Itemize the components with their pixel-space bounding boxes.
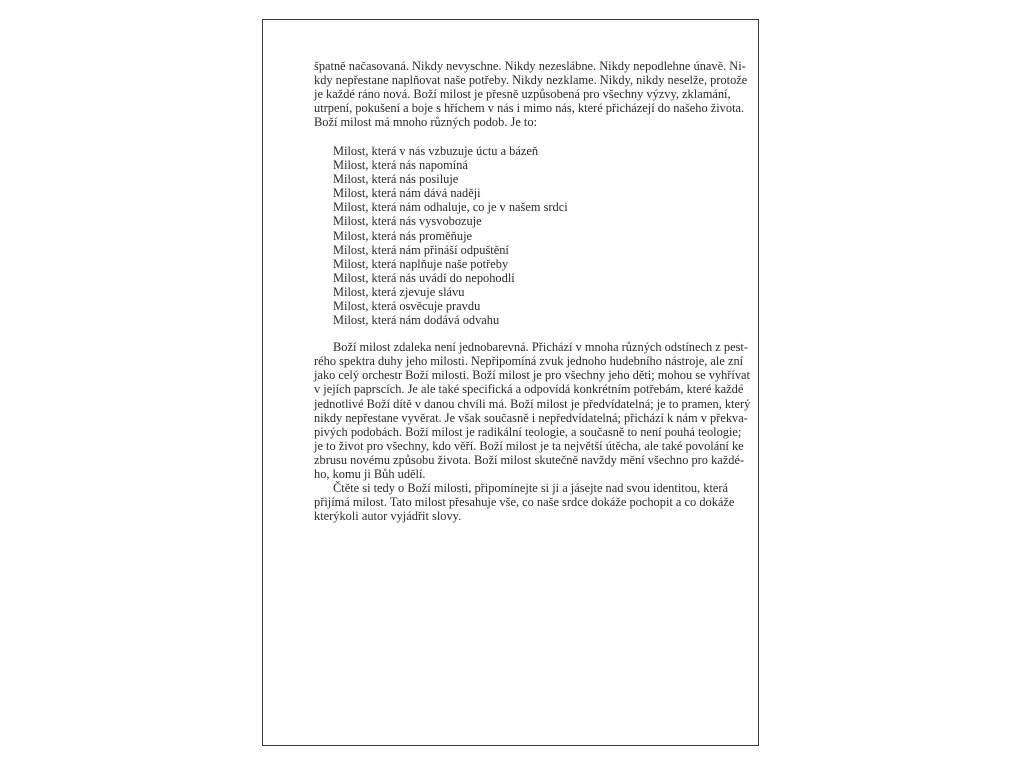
intro-paragraph [314,59,748,130]
list-item: Milost, která nám odhaluje, co je v našem srdci [333,200,568,215]
intro-line: kdy nepřestane naplňovat naše potřeby. Nikdy nezklame. Nikdy, nikdy neselže, protože [314,73,748,88]
paragraph-3 [314,481,735,524]
intro-line: Boží milost má mnoho různých podob. Je to: [314,115,538,130]
list-item: Milost, která nás vysvobozuje [333,214,482,229]
paragraph-line: pivých podobách. Boží milost je radikální teologie, a současně to není pouhá teologie; [314,424,742,439]
intro-line: je každé ráno nová. Boží milost je přesně uzpůsobená pro všechny výzvy, zklamání, [314,87,731,102]
list-item: Milost, která osvěcuje pravdu [333,299,481,313]
paragraph-line: Boží milost zdaleka není jednobarevná. Přichází v mnoha různých odstínech z pest- [333,340,748,355]
paragraph-line: nikdy nepřestane vyvěrat. Je však současně i nepředvídatelná; přichází k nám v překva- [314,410,748,425]
paragraph-line: v jejích paprscích. Je ale také specifická a odpovídá konkrétním potřebám, které každé [314,382,744,397]
page-text [314,59,751,524]
list-item: Milost, která nám dodává odvahu [333,313,500,328]
list-item: Milost, která zjevuje slávu [333,284,465,299]
list-item: Milost, která nás napomíná [333,158,468,173]
intro-line: utrpení, pokušení a boje s hříchem v nás i mimo nás, které přicházejí do našeho života. [314,101,745,116]
paragraph-line: Čtěte si tedy o Boží milosti, připomínejte si ji a jásejte nad svou identitou, která [333,481,729,496]
paragraph-line: přijímá milost. Tato milost přesahuje vše, co naše srdce dokáže pochopit a co dokáže [314,495,735,510]
paragraph-line: zbrusu novému způsobu života. Boží milost skutečně navždy mění všechno pro každé- [314,452,745,467]
paragraph-line: kterýkoli autor vyjádřit slovy. [314,509,462,524]
paragraph-line: je to život pro všechny, kdo věří. Boží milost je ta největší útěcha, ale také povolání ke [314,438,744,453]
list-item: Milost, která nás posiluje [333,172,459,187]
paragraph-line: rého spektra duhy jeho milosti. Nepřipomíná zvuk jednoho hudebního nástroje, ale zní [314,354,744,369]
paragraph-line: ho, komu ji Bůh udělí. [314,467,426,482]
document-page [262,19,759,746]
list-item: Milost, která nás uvádí do nepohodlí [333,270,515,285]
paragraph-2 [314,340,751,482]
paragraph-line: jednotlivé Boží dítě v danou chvíli má. Boží milost je předvídatelná; je to pramen, který [314,396,751,411]
list-item: Milost, která nám přináší odpuštění [333,242,509,257]
list-item: Milost, která nás proměňuje [333,228,473,243]
list-item: Milost, která v nás vzbuzuje úctu a bázeň [333,143,539,158]
grace-list [314,144,710,327]
intro-line: špatně načasovaná. Nikdy nevyschne. Nikdy nezeslábne. Nikdy nepodlehne únavě. Ni- [314,59,746,73]
list-item: Milost, která nám dává naději [333,186,481,201]
list-item: Milost, která naplňuje naše potřeby [333,256,509,271]
paragraph-line: jako celý orchestr Boží milosti. Boží milost je pro všechny jeho děti; mohou se vyhřívat [314,368,751,383]
